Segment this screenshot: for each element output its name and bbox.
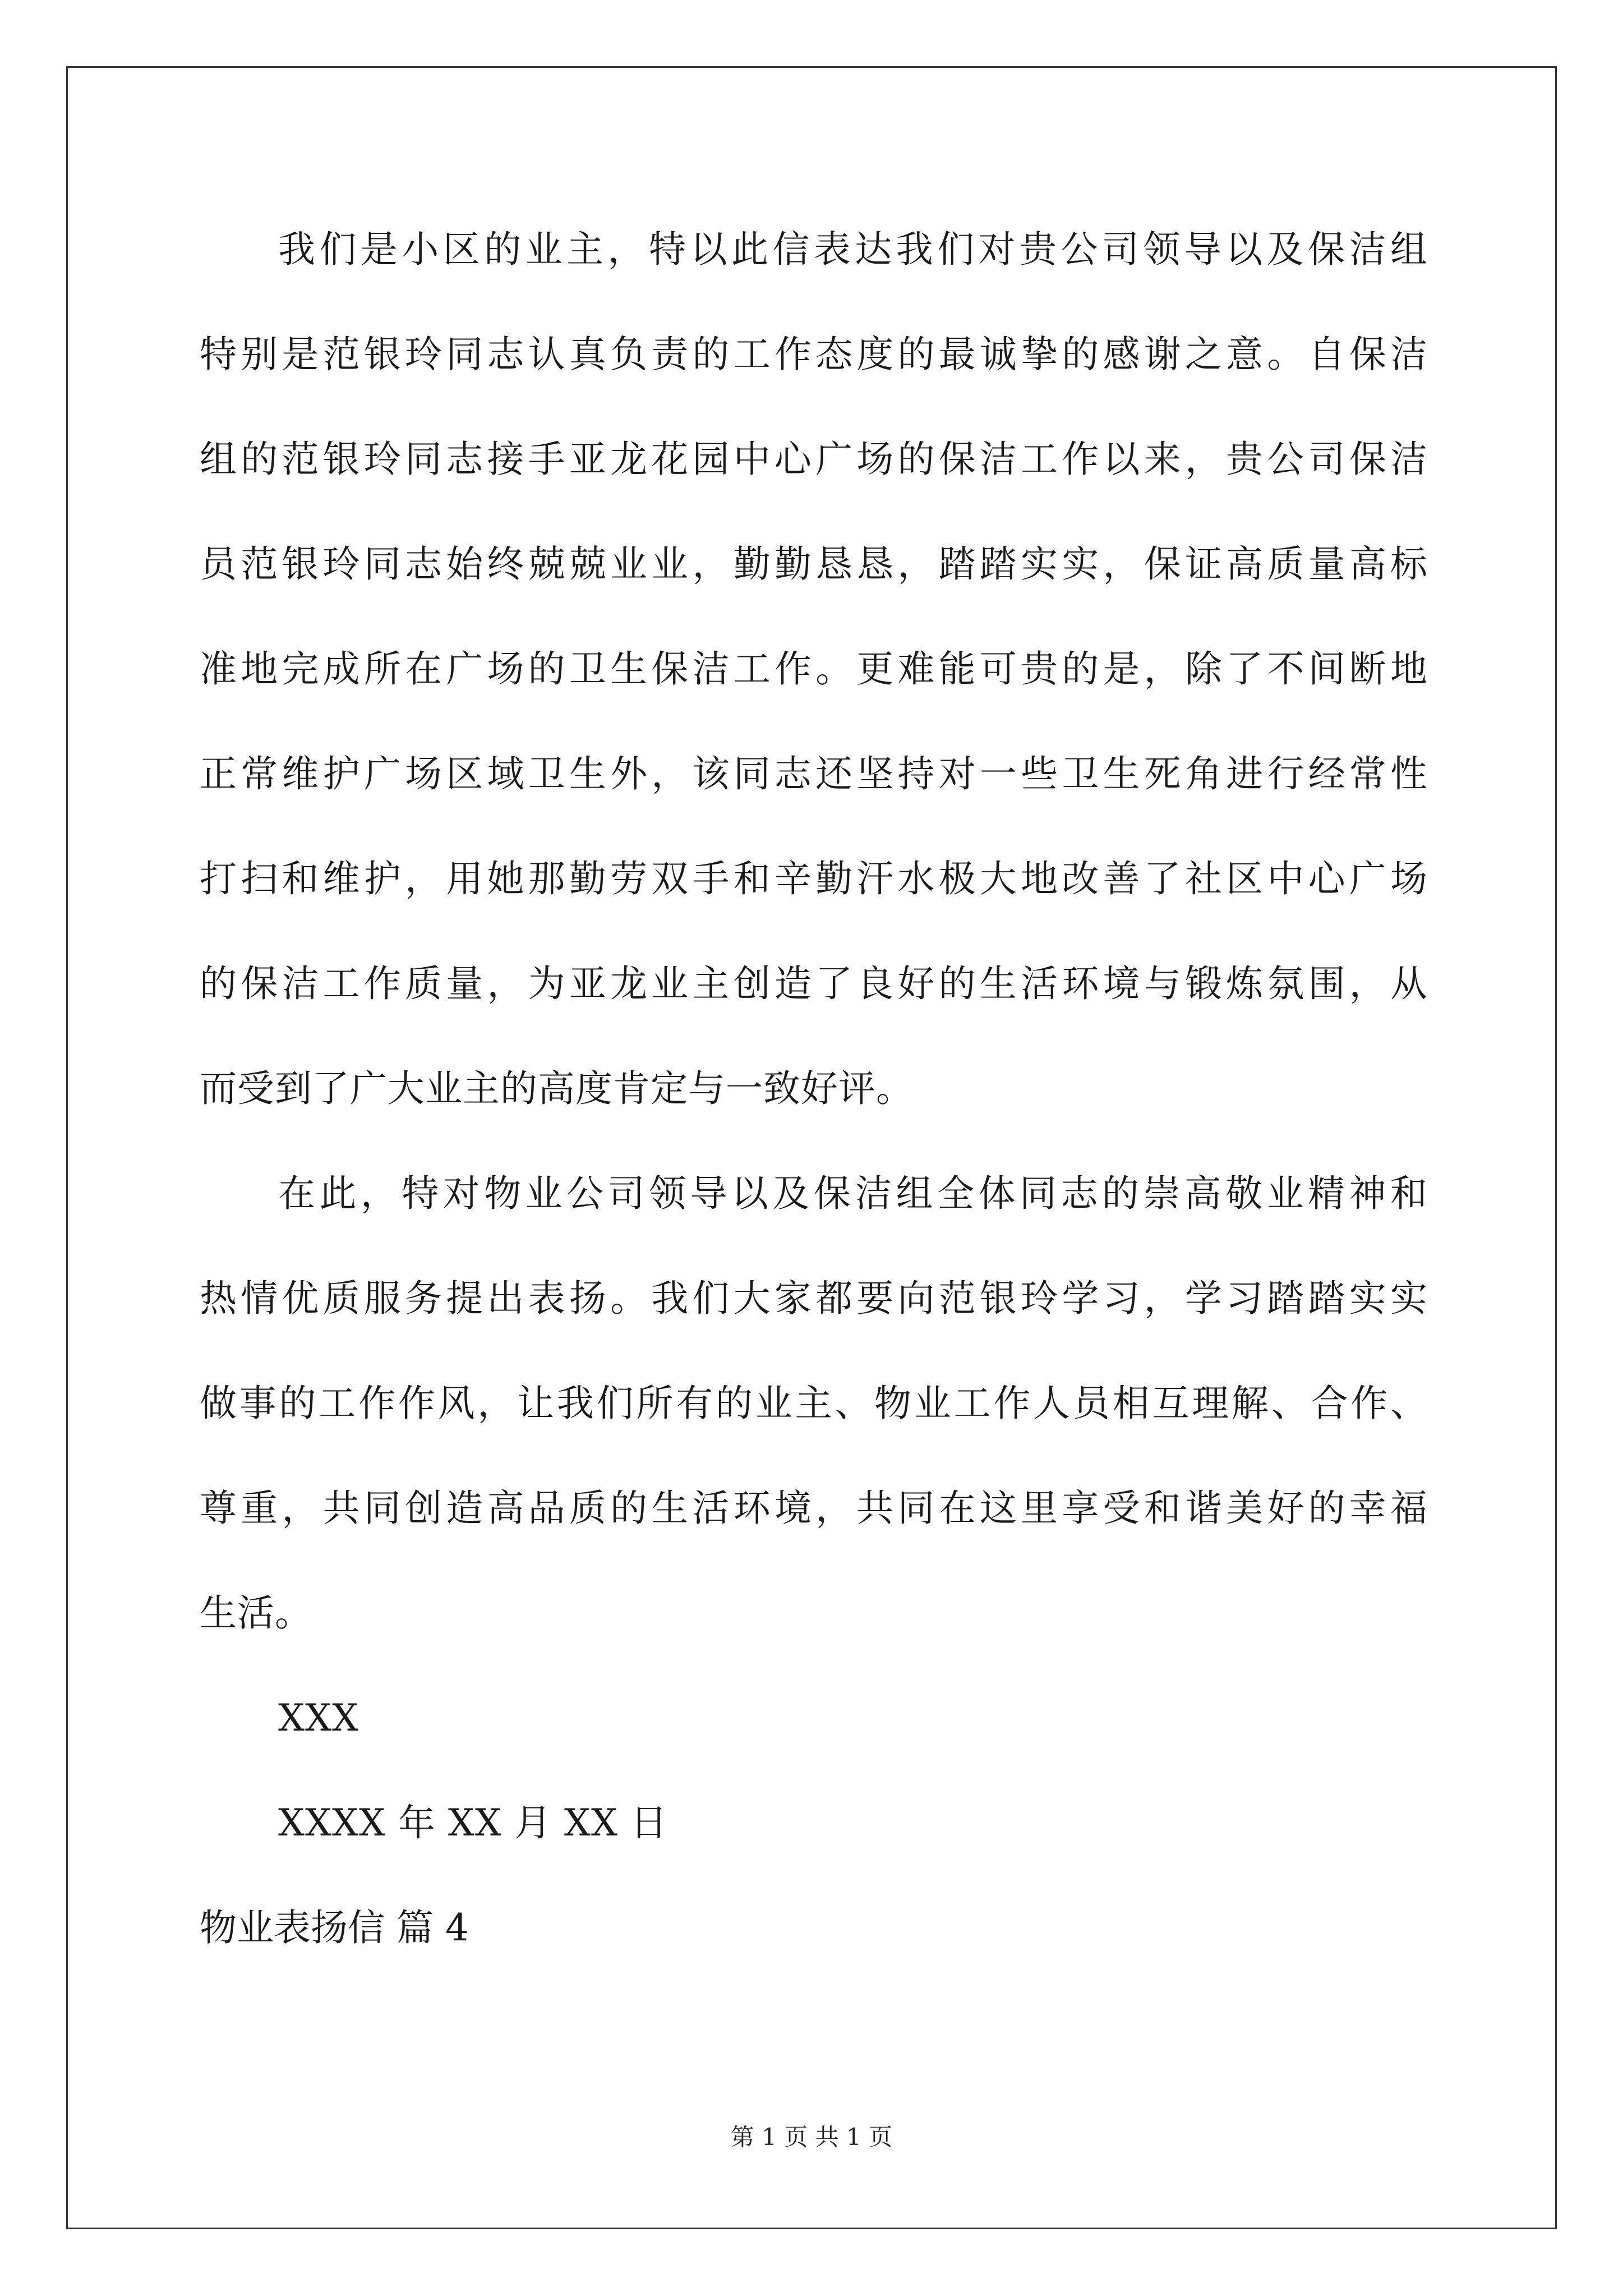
text-line: 特别是范银玲同志认真负责的工作态度的最诚挚的感谢之意。自保洁	[200, 333, 1428, 376]
text-line: 组的范银玲同志接手亚龙花园中心广场的保洁工作以来，贵公司保洁	[200, 438, 1428, 481]
text-line: 我们是小区的业主，特以此信表达我们对贵公司领导以及保洁组	[278, 228, 1428, 271]
text-line: 准地完成所在广场的卫生保洁工作。更难能可贵的是，除了不间断地	[200, 647, 1428, 691]
text-line: 的保洁工作质量，为亚龙业主创造了良好的生活环境与锻炼氛围，从	[200, 962, 1428, 1005]
text-line: 尊重，共同创造高品质的生活环境，共同在这里享受和谐美好的幸福	[200, 1487, 1428, 1530]
text-line: 员范银玲同志始终兢兢业业，勤勤恳恳，踏踏实实，保证高质量高标	[200, 542, 1428, 586]
text-line: 热情优质服务提出表扬。我们大家都要向范银玲学习，学习踏踏实实	[200, 1277, 1428, 1320]
text-line: 做事的工作作风，让我们所有的业主、物业工作人员相互理解、合作、	[200, 1382, 1428, 1425]
text-line: 在此，特对物业公司领导以及保洁组全体同志的崇高敬业精神和	[278, 1172, 1428, 1215]
date-line: XXXX 年 XX 月 XX 日	[278, 1801, 668, 1844]
section-heading: 物业表扬信 篇 4	[200, 1906, 469, 1949]
page-footer: 第 1 页 共 1 页	[730, 2123, 893, 2151]
text-line: 生活。	[200, 1591, 312, 1635]
text-line: 正常维护广场区域卫生外，该同志还坚持对一些卫生死角进行经常性	[200, 752, 1428, 795]
text-line: 打扫和维护，用她那勤劳双手和辛勤汗水极大地改善了社区中心广场	[200, 857, 1428, 900]
signature: XXX	[278, 1696, 359, 1740]
text-line: 而受到了广大业主的高度肯定与一致好评。	[200, 1067, 914, 1110]
